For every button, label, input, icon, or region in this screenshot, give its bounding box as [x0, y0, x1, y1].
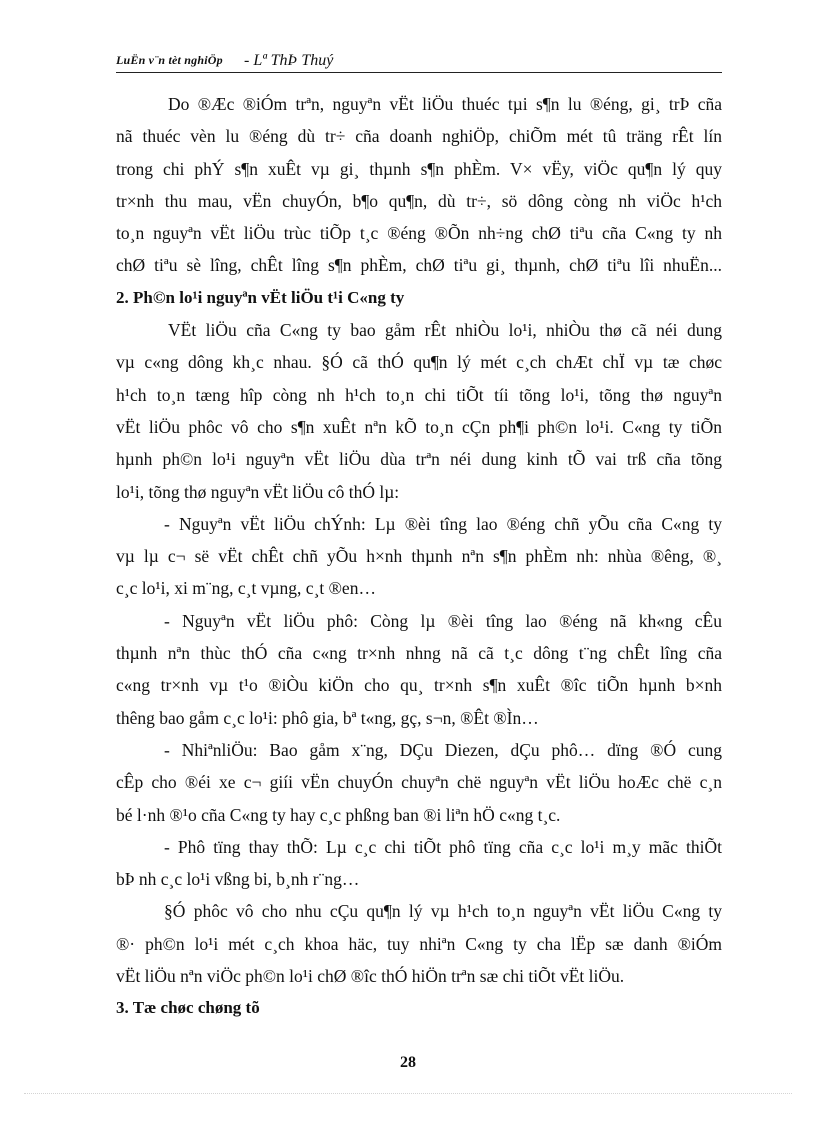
list-item-line: - Nguyªn vËt liÖu chÝnh: Lµ ®èi tîng lao ®éng chñ yÕu cña C«ng ty — [164, 513, 722, 534]
list-item-line: bé l·nh ®¹o cña C«ng ty hay c¸c phßng ban ®i liªn hÖ c«ng t¸c. — [116, 804, 561, 825]
list-item-line: thêng bao gåm c¸c lo¹i: phô gia, bª t«ng, gç, s¬n, ®Êt ®Ìn… — [116, 707, 539, 728]
paragraph-line: VËt liÖu cña C«ng ty bao gåm rÊt nhiÒu lo¹i, nhiÒu thø cã néi dung — [168, 320, 722, 341]
paragraph-line: ®· ph©n lo¹i mét c¸ch khoa häc, tuy nhiªn C«ng ty cha lËp sæ danh ®iÓm — [116, 933, 722, 954]
section-heading: 3. Tæ chøc chøng tõ — [116, 998, 260, 1018]
header-author: - Lª ThÞ Thuý — [244, 52, 334, 69]
paragraph-line: lo¹i, tõng thø nguyªn vËt liÖu cô thÓ lµ: — [116, 481, 400, 502]
paragraph-line: hµnh ph©n lo¹i nguyªn vËt liÖu dùa trªn néi dung kinh tÕ vai trß cña tõng — [116, 449, 722, 470]
list-item-line: c«ng tr×nh vµ t¹o ®iÒu kiÖn cho qu¸ tr×nh s¶n xuÊt ®îc tiÕn hµnh b×nh — [116, 675, 722, 696]
paragraph-line: nã thuéc vèn lu ®éng dù tr÷ cña doanh nghiÖp, chiÕm mét tû träng rÊt lín — [116, 126, 722, 147]
paragraph-line: chØ tiªu sè lîng, chÊt lîng s¶n phÈm, chØ tiªu gi¸ thµnh, chØ tiªu lîi nhuËn... — [116, 255, 722, 276]
page-header — [116, 50, 722, 73]
paragraph-line: tr×nh thu mau, vËn chuyÓn, b¶o qu¶n, dù tr÷, sö dông còng nh viÖc h¹ch — [116, 190, 722, 211]
list-item-line: - Nguyªn vËt liÖu phô: Còng lµ ®èi tîng lao ®éng nã kh«ng cÊu — [164, 610, 722, 631]
list-item-line: c¸c lo¹i, xi m¨ng, c¸t vµng, c¸t ®en… — [116, 578, 376, 599]
list-item-line: vµ lµ c¬ së vËt chÊt chñ yÕu h×nh thµnh nªn s¶n phÈm nh: nhùa ®êng, ®¸ — [116, 546, 722, 567]
list-item-line: - NhiªnliÖu: Bao gåm x¨ng, DÇu Diezen, dÇu phô… dïng ®Ó cung — [164, 739, 722, 760]
paragraph-line: Do ®Æc ®iÓm trªn, nguyªn vËt liÖu thuéc tµi s¶n lu ®éng, gi¸ trÞ cña — [168, 94, 722, 114]
paragraph-line: vËt liÖu phôc vô cho s¶n xuÊt nªn kÕ to¸n cÇn ph¶i ph©n lo¹i. C«ng ty tiÕn — [116, 416, 722, 437]
document-body — [116, 88, 722, 1025]
paragraph-line: vËt liÖu nªn viÖc ph©n lo¹i chØ ®îc thÓ hiÖn trªn sæ chi tiÕt vËt liÖu. — [116, 966, 625, 987]
list-item-line: thµnh nªn thùc thÓ cña c«ng tr×nh nhng nã cã t¸c dông t¨ng chÊt lîng cña — [116, 643, 722, 664]
page-number: 28 — [400, 1054, 416, 1071]
section-heading: 2. Ph©n lo¹i nguyªn vËt liÖu t¹i C«ng ty — [116, 287, 405, 307]
list-item-line: bÞ nh c¸c lo¹i vßng bi, b¸nh r¨ng… — [116, 869, 360, 890]
paragraph-line: §Ó phôc vô cho nhu cÇu qu¶n lý vµ h¹ch to¸n nguyªn vËt liÖu C«ng ty — [164, 901, 722, 922]
list-item-line: - Phô tïng thay thÕ: Lµ c¸c chi tiÕt phô tïng cña c¸c lo¹i m¸y mãc thiÕt — [164, 836, 722, 857]
paragraph-line: h¹ch to¸n tæng hîp còng nh h¹ch to¸n chi tiÕt tíi tõng lo¹i, tõng thø nguyªn — [116, 384, 722, 405]
paragraph-line: vµ c«ng dông kh¸c nhau. §Ó cã thÓ qu¶n lý mét c¸ch chÆt chÏ vµ tæ chøc — [116, 352, 722, 373]
page-bottom-divider — [24, 1093, 792, 1094]
paragraph-line: trong chi phÝ s¶n xuÊt vµ gi¸ thµnh s¶n phÈm. V× vËy, viÖc qu¶n lý quy — [116, 158, 722, 179]
list-item-line: cÊp cho ®éi xe c¬ giíi vËn chuyÓn chuyªn chë nguyªn vËt liÖu hoÆc chë c¸n — [116, 772, 722, 793]
header-thesis-title: LuËn v¨n tèt nghiÖp — [116, 53, 223, 67]
paragraph-line: to¸n nguyªn vËt liÖu trùc tiÕp t¸c ®éng ®Õn nh÷ng chØ tiªu cña C«ng ty nh — [116, 223, 722, 244]
